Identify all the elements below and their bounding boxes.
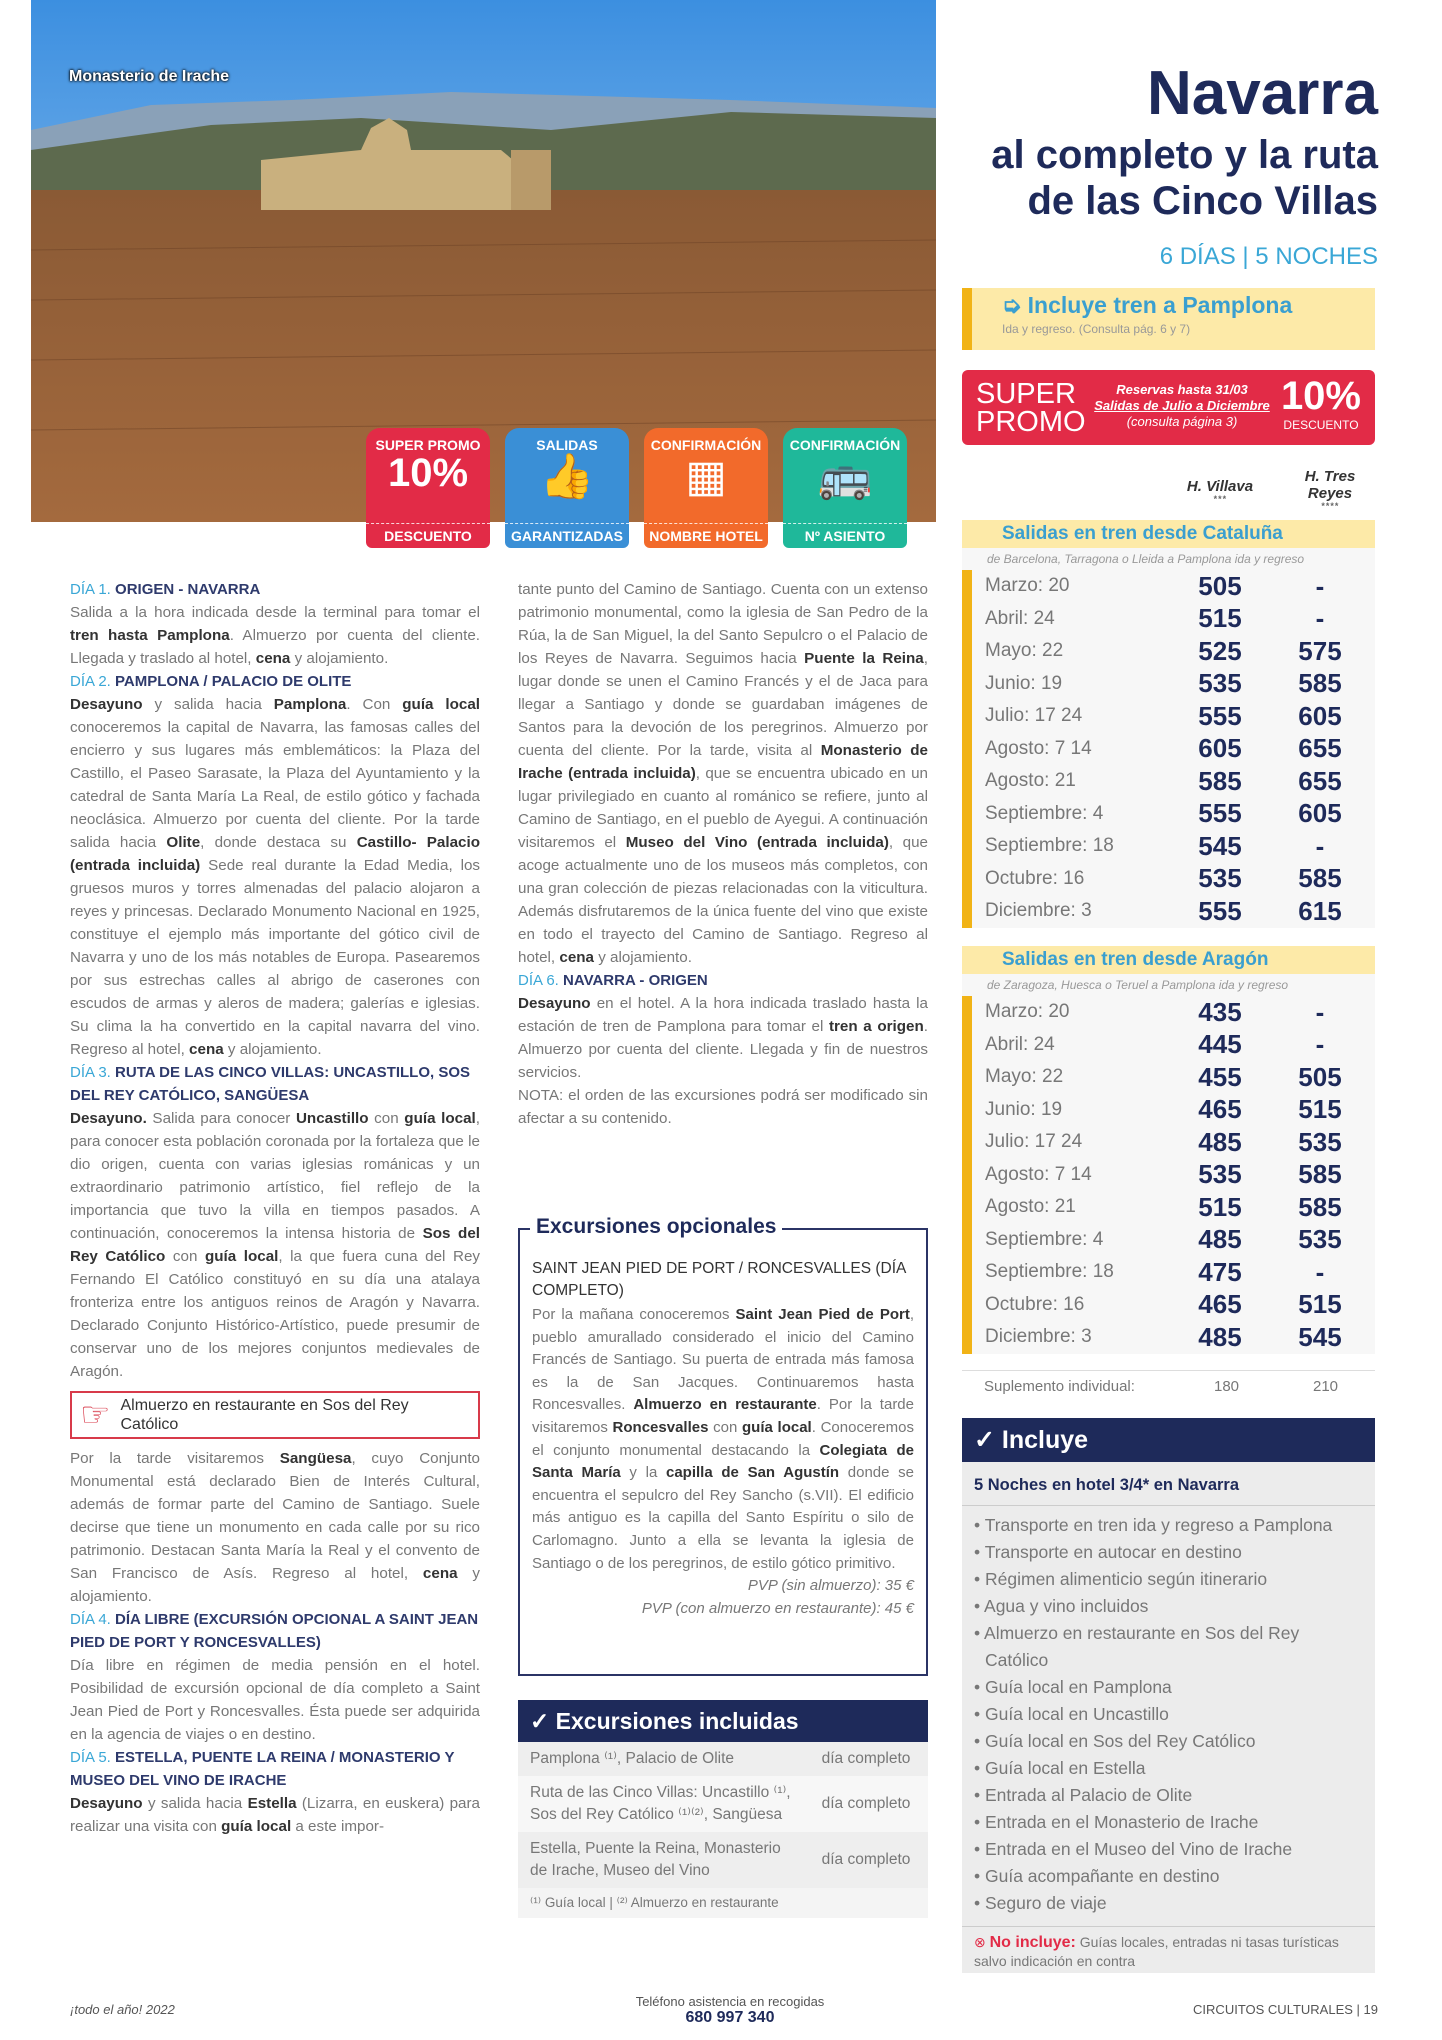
price-table-sub: de Zaragoza, Huesca o Teruel a Pamplona ida y regreso xyxy=(962,974,1375,996)
salidas-badge xyxy=(505,428,629,548)
price-villava: 455 xyxy=(1198,1061,1242,1092)
page-subtitle xyxy=(991,132,1378,224)
price-villava: 515 xyxy=(1198,603,1242,634)
lunch-callout xyxy=(70,1391,480,1439)
price-tres-reyes: - xyxy=(1315,996,1325,1027)
bus-icon: 🚌 xyxy=(817,452,873,501)
price-row xyxy=(972,635,1375,668)
price-villava: 555 xyxy=(1198,895,1242,926)
badge-bottom: Nº ASIENTO xyxy=(783,523,907,548)
departure-date: Abril: 24 xyxy=(985,607,1055,629)
badge-bottom: GARANTIZADAS xyxy=(505,523,629,548)
includes-sub: 5 Noches en hotel 3/4* en Navarra xyxy=(962,1462,1375,1506)
excursion-duration: día completo xyxy=(821,1750,911,1767)
aragon-price-table xyxy=(962,946,1375,1354)
price-row xyxy=(972,733,1375,766)
excursion-duration: día completo xyxy=(821,1795,911,1812)
day-heading: DÍA 5. ESTELLA, PUENTE LA REINA / MONASTERIO Y MUSEO DEL VINO DE IRACHE xyxy=(70,1749,455,1789)
included-excursions xyxy=(518,1700,928,1918)
not-included-title: No incluye: xyxy=(989,1934,1076,1951)
hotel-name: H. Tres xyxy=(1304,468,1356,485)
day-heading: DÍA 3. RUTA DE LAS CINCO VILLAS: UNCASTILLO, SOS DEL REY CATÓLICO, SANGÜESA xyxy=(70,1064,471,1104)
price-villava: 485 xyxy=(1198,1126,1242,1157)
price-tres-reyes: 655 xyxy=(1298,765,1342,796)
price-row xyxy=(972,1029,1375,1062)
subtitle-line: al completo y la ruta xyxy=(991,133,1378,177)
includes-title: ✓ Incluye xyxy=(962,1418,1375,1462)
price-row xyxy=(972,765,1375,798)
day-heading: DÍA 4. DÍA LIBRE (EXCURSIÓN OPCIONAL A SAINT JEAN PIED DE PORT Y RONCESVALLES) xyxy=(70,1611,479,1651)
promo-percent: 10% xyxy=(1280,374,1361,418)
price-row xyxy=(972,1094,1375,1127)
optional-excursion-name: SAINT JEAN PIED DE PORT / RONCESVALLES (DÍA COMPLETO) xyxy=(532,1260,906,1299)
price-tres-reyes: 615 xyxy=(1298,895,1342,926)
day-text: Desayuno. Salida para conocer Uncastillo con guía local, para conocer esta población coronada por la fortaleza que le dio origen, cuenta con varias iglesias románicas y un extraordinario patrimonio artístico, fiel reflejo de la importancia que tuvo la villa en tiempos pasados. A continuación, conoceremos la intensa historia de Sos del Rey Católico con guía local, la que fuera cuna del Rey Fernando El Católico constituyó en su día una atalaya fronteriza entre los antiguos reinos de Aragón y Navarra. Declarado Conjunto Histórico-Artístico, puede presumir de conservar uno de los mejores conjuntos medievales de Aragón. xyxy=(70,1110,480,1380)
excursion-name: Ruta de las Cinco Villas: Uncastillo ⁽¹⁾, Sos del Rey Católico ⁽¹⁾⁽²⁾, Sangüesa xyxy=(530,1784,791,1823)
includes-box xyxy=(962,1418,1375,1973)
hotel-name: Reyes xyxy=(1307,485,1353,502)
promo-mid: Reservas hasta 31/03 xyxy=(1116,382,1248,397)
cataluna-price-table xyxy=(962,520,1375,928)
includes-item: • Transporte en tren ida y regreso a Pamplona xyxy=(974,1512,1367,1539)
price-villava: 585 xyxy=(1198,765,1242,796)
hero-caption: Monasterio de Irache xyxy=(69,68,230,85)
price-without-lunch: PVP (sin almuerzo): 35 € xyxy=(747,1577,914,1595)
price-villava: 535 xyxy=(1198,1159,1242,1190)
price-tres-reyes: 545 xyxy=(1298,1321,1342,1352)
price-row xyxy=(972,570,1375,603)
hotel-header-2 xyxy=(1280,468,1380,510)
departure-date: Diciembre: 3 xyxy=(985,1326,1092,1348)
optional-excursion-text: Por la mañana conoceremos Saint Jean Pied de Port, pueblo amurallado considerado el inicio del Camino Francés de Santiago. Su puerta de entrada más famosa es la de San Jacques. Continuaremos hasta Roncesvalles. Almuerzo en restaurante. Por la tarde visitaremos Roncesvalles con guía local. Conoceremos el conjunto monumental destacando la Colegiata de Santa María y la capilla de San Agustín donde se encuentra el sepulcro del Rey Sancho (s.VII). El edificio más antiguo es la capilla del Santo Espíritu o silo de Carlomagno. Junto a ella se levanta la iglesia de Santiago o de los peregrinos, de estilo gótico primitivo. xyxy=(532,1306,915,1572)
price-tres-reyes: 585 xyxy=(1298,668,1342,699)
footer-left: ¡todo el año! 2022 xyxy=(70,2002,175,2017)
includes-item: • Guía local en Sos del Rey Católico xyxy=(974,1728,1367,1755)
subtitle-line: de las Cinco Villas xyxy=(1027,179,1378,223)
single-supplement-row xyxy=(962,1370,1375,1403)
train-arrow-icon: ➭ xyxy=(1002,292,1022,318)
badge-bottom: DESCUENTO xyxy=(366,523,490,548)
departure-date: Octubre: 16 xyxy=(985,867,1085,889)
departure-date: Marzo: 20 xyxy=(985,575,1070,597)
day-text: Desayuno en el hotel. A la hora indicada traslado hasta la estación de tren de Pamplona para tomar el tren a origen. Almuerzo por cuenta del cliente. Llegada y fin de nuestros servicios. xyxy=(518,995,928,1081)
price-tres-reyes: - xyxy=(1315,570,1325,601)
price-villava: 485 xyxy=(1198,1321,1242,1352)
footnote: ⁽¹⁾ Guía local | ⁽²⁾ Almuerzo en restaurante xyxy=(518,1888,928,1918)
lunch-text: Almuerzo en restaurante en Sos del Rey Católico xyxy=(120,1397,409,1433)
day-text: Día libre en régimen de media pensión en el hotel. Posibilidad de excursión opcional de día completo a Saint Jean Pied de Port y Roncesvalles. Ésta puede ser adquirida en la agencia de viajes o en destino. xyxy=(70,1657,480,1743)
price-rows xyxy=(962,996,1375,1354)
optional-excursions-box xyxy=(518,1215,928,1676)
hotel-stars: **** xyxy=(1320,501,1339,511)
day-text: Desayuno y salida hacia Estella (Lizarra, en euskera) para realizar una visita con guía local a este impor- xyxy=(70,1795,480,1835)
price-tres-reyes: 535 xyxy=(1298,1126,1342,1157)
badge-bottom: NOMBRE HOTEL xyxy=(644,523,768,548)
departure-date: Mayo: 22 xyxy=(985,1066,1064,1088)
phone-label: Teléfono asistencia en recogidas xyxy=(635,1994,825,2009)
promo-left: PROMO xyxy=(976,406,1086,438)
hotel-badge xyxy=(644,428,768,548)
departure-date: Octubre: 16 xyxy=(985,1293,1085,1315)
hotel-name: H. Villava xyxy=(1186,478,1254,495)
train-included-banner xyxy=(962,288,1375,350)
price-table-title: Salidas en tren desde Cataluña xyxy=(962,520,1375,548)
price-tres-reyes: 655 xyxy=(1298,733,1342,764)
price-with-lunch: PVP (con almuerzo en restaurante): 45 € xyxy=(641,1599,914,1617)
included-excursions-title: ✓ Excursiones incluidas xyxy=(518,1700,928,1742)
departure-date: Septiembre: 18 xyxy=(985,1261,1114,1283)
includes-item: • Guía acompañante en destino xyxy=(974,1863,1367,1890)
badge-top: CONFIRMACIÓN xyxy=(789,437,901,453)
price-villava: 485 xyxy=(1198,1224,1242,1255)
departure-date: Abril: 24 xyxy=(985,1033,1055,1055)
itinerary-column-2 xyxy=(518,578,928,1130)
included-excursions-table xyxy=(518,1742,928,1918)
supplement-label: Suplemento individual: xyxy=(984,1378,1135,1395)
price-villava: 535 xyxy=(1198,668,1242,699)
includes-item: • Régimen alimenticio según itinerario xyxy=(974,1566,1367,1593)
price-villava: 505 xyxy=(1198,570,1242,601)
price-villava: 475 xyxy=(1198,1256,1242,1287)
includes-item: • Guía local en Uncastillo xyxy=(974,1701,1367,1728)
price-tres-reyes: - xyxy=(1315,1256,1325,1287)
price-table-sub: de Barcelona, Tarragona o Lleida a Pamplona ida y regreso xyxy=(962,548,1375,570)
price-villava: 605 xyxy=(1198,733,1242,764)
promo-desc: DESCUENTO xyxy=(1283,418,1359,432)
price-row xyxy=(972,1224,1375,1257)
table-row xyxy=(518,1776,928,1832)
price-villava: 545 xyxy=(1198,830,1242,861)
departure-date: Julio: 17 24 xyxy=(985,705,1083,727)
includes-item: • Entrada en el Monasterio de Irache xyxy=(974,1809,1367,1836)
badge-top: SALIDAS xyxy=(536,437,598,453)
price-tres-reyes: 515 xyxy=(1298,1094,1342,1125)
day-text: tante punto del Camino de Santiago. Cuenta con un extenso patrimonio monumental, como la iglesia de San Pedro de la Rúa, la de San Miguel, la del Santo Sepulcro o el Palacio de los Reyes de Navarra. Seguimos hacia Puente la Reina, lugar donde se unen el Camino Francés y el de Jaca para llegar a Santiago y donde se guardaban imágenes de Santos para la devoción de los peregrinos. Almuerzo por cuenta del cliente. Por la tarde, visita al Monasterio de Irache (entrada incluida), que se encuentra ubicado en un lugar privilegiado en cuanto al románico se refiere, junto al Camino de Santiago, en el pueblo de Ayegui. A continuación visitaremos el Museo del Vino (entrada incluida), que acoge actualmente uno de los museos más completos, con una gran colección de piezas relacionadas con la viticultura. Además disfrutaremos de la única fuente del vino que existe en todo el trayecto del Camino de Santiago. Regreso al hotel, cena y alojamiento. xyxy=(518,581,928,966)
footer-phone xyxy=(560,1994,900,2026)
hotel-stars: *** xyxy=(1213,494,1227,504)
table-row xyxy=(518,1832,928,1888)
table-row xyxy=(518,1888,928,1918)
hotel-header-1 xyxy=(1160,478,1280,503)
includes-item: • Seguro de viaje xyxy=(974,1890,1367,1917)
pointing-hand-icon: ☞ xyxy=(80,1395,111,1434)
price-row xyxy=(972,1191,1375,1224)
train-sub: Ida y regreso. (Consulta pág. 6 y 7) xyxy=(1002,322,1191,336)
itinerary-column-1 xyxy=(70,578,480,1838)
price-row xyxy=(972,1321,1375,1354)
includes-item: • Entrada en el Museo del Vino de Irache xyxy=(974,1836,1367,1863)
includes-item: • Almuerzo en restaurante en Sos del Rey Católico xyxy=(974,1620,1367,1674)
departure-date: Agosto: 21 xyxy=(985,770,1076,792)
departure-date: Agosto: 21 xyxy=(985,1196,1076,1218)
train-title: Incluye tren a Pamplona xyxy=(1027,292,1293,318)
includes-item: • Guía local en Estella xyxy=(974,1755,1367,1782)
supplement-value: 210 xyxy=(1312,1378,1339,1395)
price-tres-reyes: 585 xyxy=(1298,863,1342,894)
price-rows xyxy=(962,570,1375,928)
price-tres-reyes: - xyxy=(1315,603,1325,634)
promo-mid: (consulta página 3) xyxy=(1126,414,1238,429)
price-tres-reyes: 585 xyxy=(1298,1159,1342,1190)
price-villava: 535 xyxy=(1198,863,1242,894)
super-promo-badge xyxy=(366,428,490,548)
price-tres-reyes: 515 xyxy=(1298,1289,1342,1320)
super-promo-banner xyxy=(962,370,1375,445)
includes-item: • Transporte en autocar en destino xyxy=(974,1539,1367,1566)
price-row xyxy=(972,1159,1375,1192)
departure-date: Junio: 19 xyxy=(985,672,1063,694)
includes-list xyxy=(962,1512,1375,1917)
price-tres-reyes: 605 xyxy=(1298,798,1342,829)
price-villava: 465 xyxy=(1198,1289,1242,1320)
table-row xyxy=(518,1742,928,1776)
price-tres-reyes: 605 xyxy=(1298,700,1342,731)
price-row xyxy=(972,603,1375,636)
price-row xyxy=(972,1289,1375,1322)
price-villava: 435 xyxy=(1198,996,1242,1027)
promo-mid: Salidas de Julio a Diciembre xyxy=(1094,398,1270,413)
footer-right: CIRCUITOS CULTURALES | 19 xyxy=(1193,2002,1378,2017)
departure-date: Mayo: 22 xyxy=(985,640,1064,662)
asiento-badge xyxy=(783,428,907,548)
excursion-duration: día completo xyxy=(821,1851,911,1868)
price-row xyxy=(972,863,1375,896)
departure-date: Septiembre: 4 xyxy=(985,1228,1104,1250)
price-villava: 555 xyxy=(1198,700,1242,731)
thumbs-up-icon: 👍 xyxy=(539,452,595,501)
price-row xyxy=(972,668,1375,701)
supplement-value: 180 xyxy=(1214,1378,1240,1395)
optional-excursions-title: Excursiones opcionales xyxy=(530,1216,782,1239)
price-row xyxy=(972,1126,1375,1159)
duration-label: 6 DÍAS | 5 NOCHES xyxy=(1159,243,1378,270)
not-included-icon: ⊗ xyxy=(974,1934,986,1950)
note-text: NOTA: el orden de las excursiones podrá ser modificado sin afectar a su contenido. xyxy=(518,1087,928,1127)
departure-date: Marzo: 20 xyxy=(985,1001,1070,1023)
day-text: Desayuno y salida hacia Pamplona. Con guía local conoceremos la capital de Navarra, las famosas calles del encierro y sus lugares más emblemáticos: la Plaza del Castillo, el Paseo Sarasate, la Plaza del Ayuntamiento y la catedral de Santa María La Real, de estilo gótico y fachada neoclásica. Almuerzo por cuenta del cliente. Por la tarde salida hacia Olite, donde destaca su Castillo- Palacio (entrada incluida) Sede real durante la Edad Media, los gruesos muros y torres almenadas del palacio alojaron a reyes y princesas. Declarado Monumento Nacional en 1925, constituye el ejemplo más importante del gótico civil de Navarra y uno de los más notables de Europa. Pasearemos por sus estrechas calles al abrigo de caserones con escudos de armas y aleros de madera; galerías e iglesias. Su clima la ha convertido en la capital navarra del vino. Regreso al hotel, cena y alojamiento. xyxy=(70,696,480,1058)
price-villava: 555 xyxy=(1198,798,1242,829)
price-row xyxy=(972,996,1375,1029)
price-villava: 515 xyxy=(1198,1191,1242,1222)
price-tres-reyes: 585 xyxy=(1298,1191,1342,1222)
price-row xyxy=(972,700,1375,733)
includes-item: • Guía local en Pamplona xyxy=(974,1674,1367,1701)
day-text: Salida a la hora indicada desde la terminal para tomar el tren hasta Pamplona. Almuerzo por cuenta del cliente. Llegada y traslado al hotel, cena y alojamiento. xyxy=(70,604,480,667)
day-text: Por la tarde visitaremos Sangüesa, cuyo Conjunto Monumental está declarado Bien de Interés Cultural, además de formar parte del Camino de Santiago. Suele decirse que tiene un monumento en cada calle por su rico patrimonio. Destacan Santa María la Real y el convento de San Francisco de Asís. Regreso al hotel, cena y alojamiento. xyxy=(70,1450,480,1605)
badge-top: SUPER PROMO xyxy=(375,437,481,453)
day-heading: DÍA 1. ORIGEN - NAVARRA xyxy=(70,581,261,598)
promo-left: SUPER xyxy=(976,378,1076,410)
price-tres-reyes: - xyxy=(1315,1029,1325,1060)
day-heading: DÍA 6. NAVARRA - ORIGEN xyxy=(518,972,708,989)
price-villava: 445 xyxy=(1198,1029,1242,1060)
price-tres-reyes: 505 xyxy=(1298,1061,1342,1092)
excursion-name: Estella, Puente la Reina, Monasterio de Irache, Museo del Vino xyxy=(530,1840,781,1879)
departure-date: Agosto: 7 14 xyxy=(985,737,1092,759)
building-icon: ▦ xyxy=(685,452,727,501)
price-row xyxy=(972,1061,1375,1094)
departure-date: Septiembre: 4 xyxy=(985,802,1104,824)
phone-number: 680 997 340 xyxy=(685,2009,775,2026)
badge-top: CONFIRMACIÓN xyxy=(650,437,762,453)
price-villava: 465 xyxy=(1198,1094,1242,1125)
departure-date: Julio: 17 24 xyxy=(985,1131,1083,1153)
price-row xyxy=(972,798,1375,831)
price-table-title: Salidas en tren desde Aragón xyxy=(962,946,1375,974)
badge-percent: 10% xyxy=(387,451,469,495)
departure-date: Septiembre: 18 xyxy=(985,835,1114,857)
price-row xyxy=(972,1256,1375,1289)
price-tres-reyes: 575 xyxy=(1298,635,1342,666)
price-tres-reyes: - xyxy=(1315,830,1325,861)
departure-date: Agosto: 7 14 xyxy=(985,1163,1092,1185)
not-included-text: Guías locales, entradas ni tasas turísticas salvo indicación en contra xyxy=(974,1934,1339,1969)
not-included xyxy=(962,1926,1375,1970)
departure-date: Junio: 19 xyxy=(985,1098,1063,1120)
departure-date: Diciembre: 3 xyxy=(985,900,1092,922)
includes-item: • Entrada al Palacio de Olite xyxy=(974,1782,1367,1809)
price-tres-reyes: 535 xyxy=(1298,1224,1342,1255)
page-title: Navarra xyxy=(1147,59,1378,128)
day-heading: DÍA 2. PAMPLONA / PALACIO DE OLITE xyxy=(70,673,352,690)
price-row xyxy=(972,830,1375,863)
excursion-name: Pamplona ⁽¹⁾, Palacio de Olite xyxy=(530,1750,735,1767)
price-row xyxy=(972,895,1375,928)
price-villava: 525 xyxy=(1198,635,1242,666)
includes-item: • Agua y vino incluidos xyxy=(974,1593,1367,1620)
